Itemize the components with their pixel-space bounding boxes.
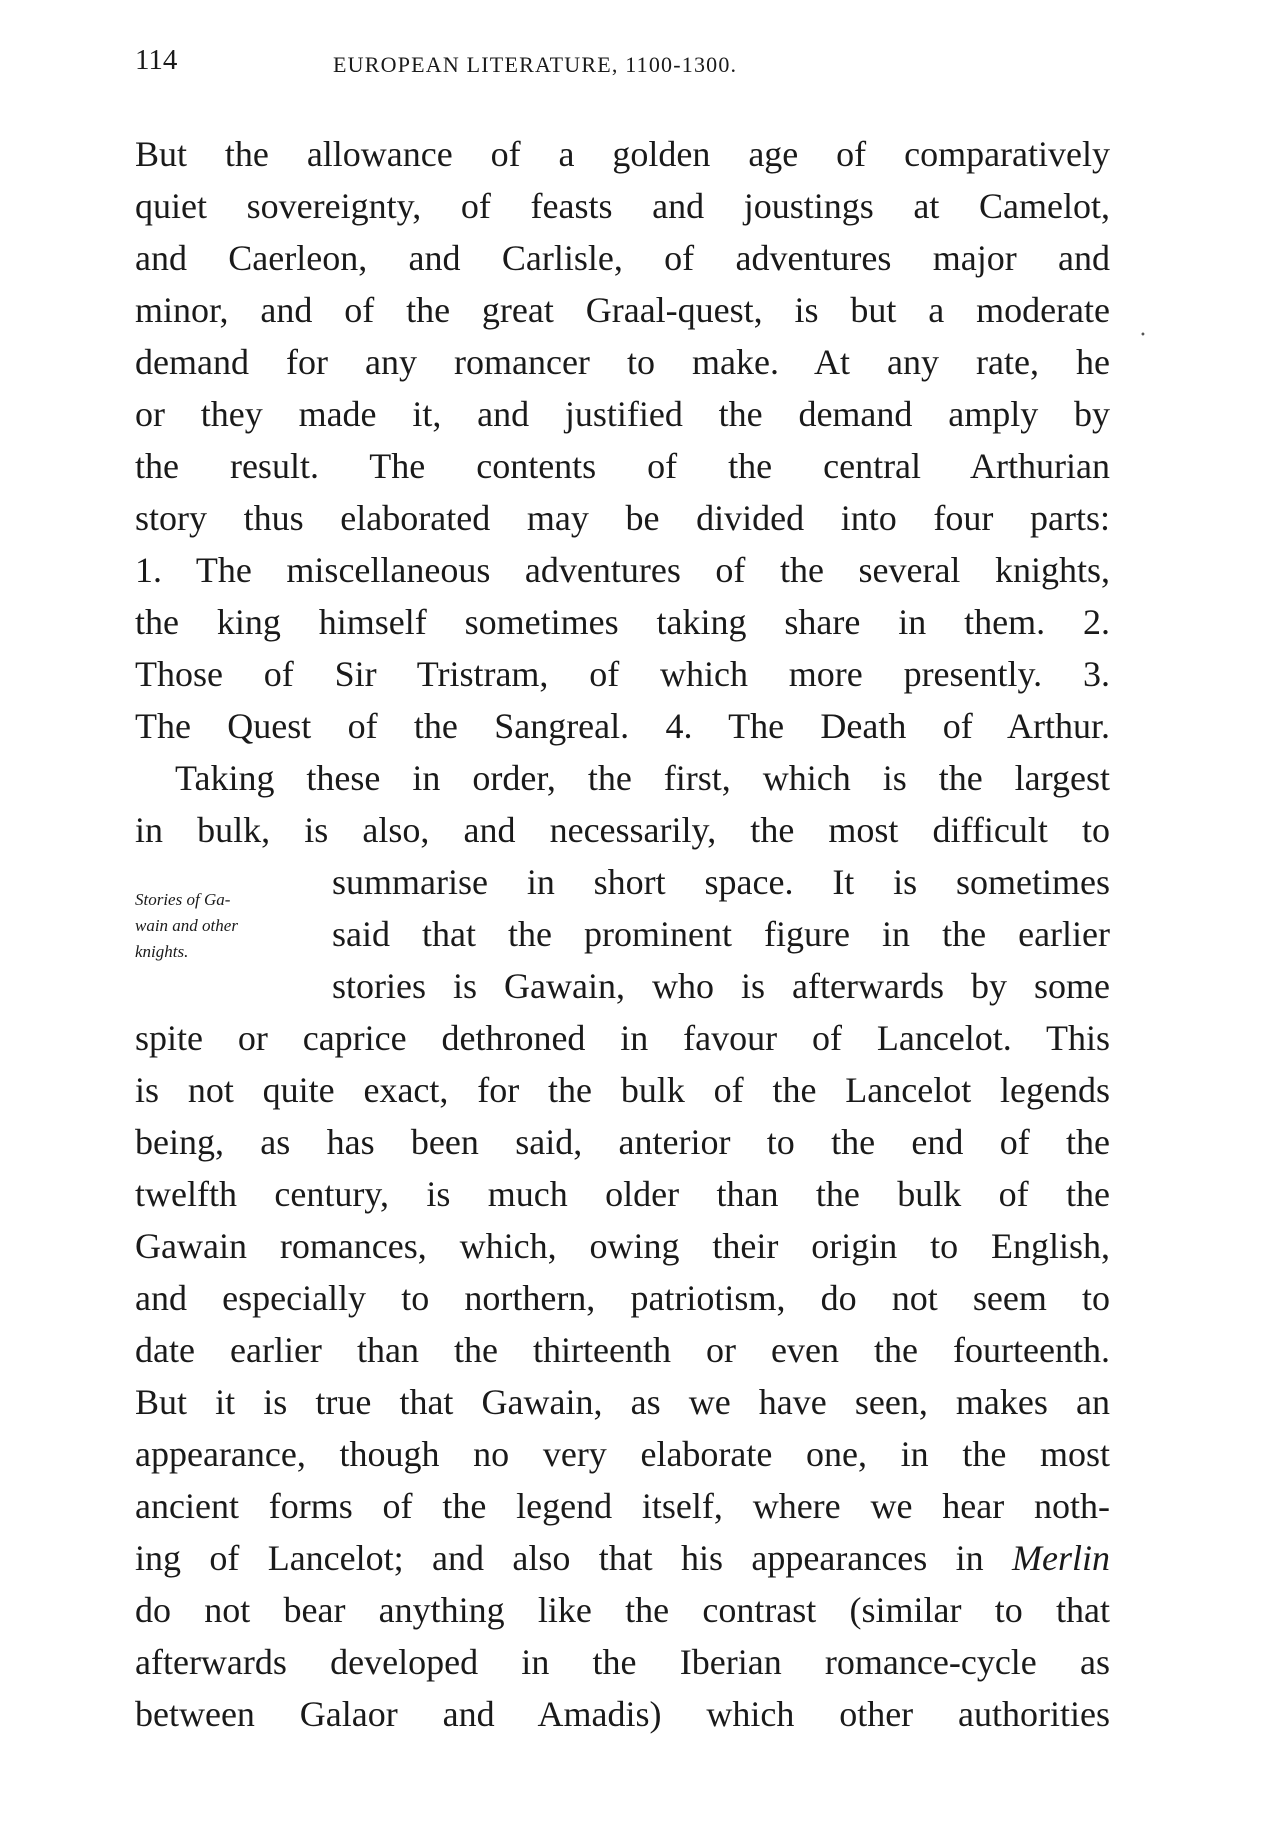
- body-text: [135, 128, 1110, 1740]
- text-line: and Caerleon, and Carlisle, of adventures major and: [135, 238, 1110, 278]
- text-line: summarise in short space. It is sometimes: [332, 862, 1110, 902]
- text-line: afterwards developed in the Iberian romance-cycle as: [135, 1642, 1110, 1682]
- text-line: 1. The miscellaneous adventures of the several knights,: [135, 550, 1110, 590]
- text-line: The Quest of the Sangreal. 4. The Death of Arthur.: [135, 706, 1110, 746]
- text-line: the result. The contents of the central Arthurian: [135, 446, 1110, 486]
- page-header: [135, 44, 1110, 94]
- text-line-with-italic: [135, 1532, 1110, 1584]
- page-number: 114: [135, 44, 178, 76]
- italic-title: Merlin: [1012, 1538, 1111, 1578]
- text-line: twelfth century, is much older than the bulk of the: [135, 1174, 1110, 1214]
- text-line: is not quite exact, for the bulk of the Lancelot legends: [135, 1070, 1110, 1110]
- text-line: demand for any romancer to make. At any rate, he: [135, 342, 1110, 382]
- sidenote-line: Stories of Ga-: [135, 890, 231, 909]
- sidenote-line: knights.: [135, 942, 189, 961]
- text-segment: ing of Lancelot; and also that his appearances in: [135, 1538, 984, 1578]
- text-line: said that the prominent figure in the earlier: [332, 914, 1110, 954]
- text-line: appearance, though no very elaborate one, in the most: [135, 1434, 1110, 1474]
- text-line: Taking these in order, the first, which is the largest: [175, 758, 1110, 798]
- text-line: Gawain romances, which, owing their origin to English,: [135, 1226, 1110, 1266]
- text-line: the king himself sometimes taking share in them. 2.: [135, 602, 1110, 642]
- text-line: between Galaor and Amadis) which other authorities: [135, 1694, 1110, 1734]
- text-line: But it is true that Gawain, as we have seen, makes an: [135, 1382, 1110, 1422]
- text-line: spite or caprice dethroned in favour of Lancelot. This: [135, 1018, 1110, 1058]
- margin-mark: •: [1140, 330, 1146, 341]
- text-line: date earlier than the thirteenth or even the fourteenth.: [135, 1330, 1110, 1370]
- text-line: or they made it, and justified the demand amply by: [135, 394, 1110, 434]
- text-line: minor, and of the great Graal-quest, is but a moderate: [135, 290, 1110, 330]
- text-line: do not bear anything like the contrast (similar to that: [135, 1590, 1110, 1630]
- text-line: story thus elaborated may be divided into four parts:: [135, 498, 1110, 538]
- text-line: stories is Gawain, who is afterwards by some: [332, 966, 1110, 1006]
- text-line: ancient forms of the legend itself, where we hear noth-: [135, 1486, 1110, 1526]
- text-line: in bulk, is also, and necessarily, the most difficult to: [135, 810, 1110, 850]
- text-line: quiet sovereignty, of feasts and joustings at Camelot,: [135, 186, 1110, 226]
- text-line: But the allowance of a golden age of comparatively: [135, 134, 1110, 174]
- text-line: and especially to northern, patriotism, do not seem to: [135, 1278, 1110, 1318]
- running-title: EUROPEAN LITERATURE, 1100-1300.: [333, 52, 738, 77]
- sidenote-line: wain and other: [135, 916, 238, 935]
- text-line: being, as has been said, anterior to the end of the: [135, 1122, 1110, 1162]
- text-line: Those of Sir Tristram, of which more presently. 3.: [135, 654, 1110, 694]
